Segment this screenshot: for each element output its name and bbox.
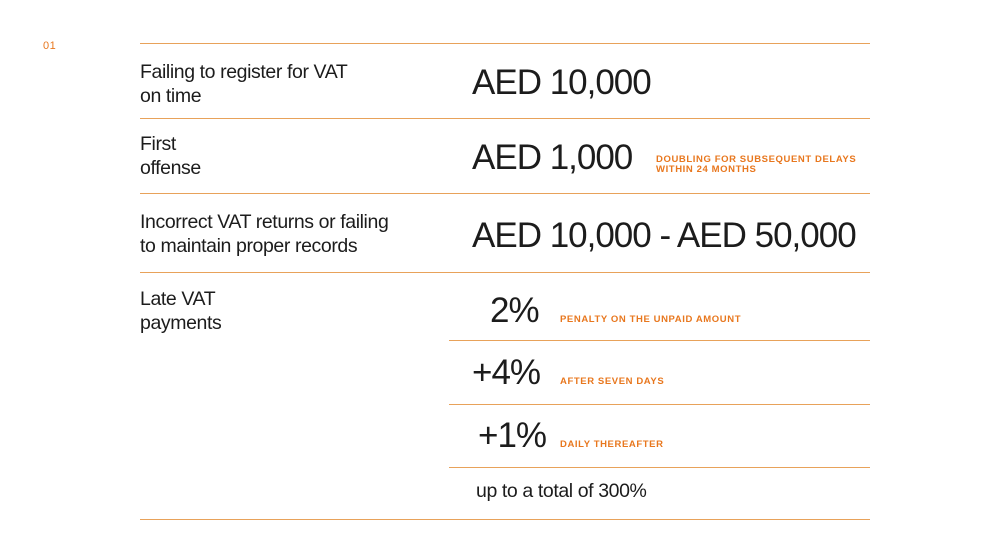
label-line: on time [140,85,202,107]
row-label-first-offense [140,132,201,180]
label-line: to maintain proper records [140,235,358,257]
note-line: WITHIN 24 MONTHS [656,164,757,175]
divider-row1 [140,118,870,119]
label-line: Late VAT [140,288,216,310]
late-penalty-value: 2% [490,291,539,330]
divider-sub3 [449,467,870,468]
row-label-register [140,60,347,108]
row-label-incorrect-returns [140,210,388,258]
label-line: Failing to register for VAT [140,61,348,83]
after-seven-days-value: +4% [472,353,541,392]
after-seven-days-note: AFTER SEVEN DAYS [560,376,665,387]
late-penalty-note: PENALTY ON THE UNPAID AMOUNT [560,314,742,325]
amount-register: AED 10,000 [472,63,651,102]
label-line: offense [140,157,201,179]
divider-row3 [140,272,870,273]
daily-note: DAILY THEREAFTER [560,439,664,450]
note-line: DOUBLING FOR SUBSEQUENT DELAYS [656,154,857,165]
amount-first-offense: AED 1,000 [472,138,633,177]
note-doubling [656,155,856,175]
label-line: First [140,133,176,155]
label-line: Incorrect VAT returns or failing [140,211,389,233]
divider-row2 [140,193,870,194]
daily-value: +1% [478,416,547,455]
label-line: payments [140,312,222,334]
amount-incorrect-returns: AED 10,000 - AED 50,000 [472,216,856,255]
divider-sub2 [449,404,870,405]
total-cap: up to a total of 300% [476,480,647,502]
divider-bottom [140,519,870,520]
divider-sub1 [449,340,870,341]
page-number: 01 [43,40,57,52]
divider-top [140,43,870,44]
row-label-late-payments [140,287,221,335]
